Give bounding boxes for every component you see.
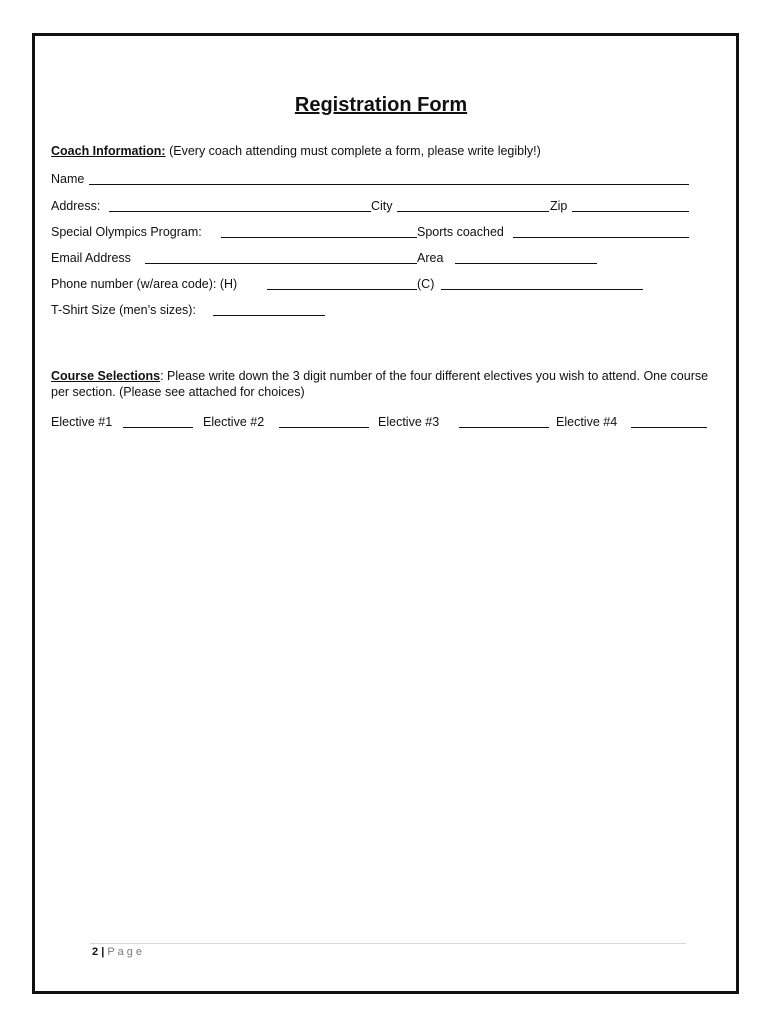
city-label: City [371,199,393,213]
coach-info-heading: Coach Information: [51,144,166,158]
program-field[interactable] [221,237,417,238]
phone-home-label: Phone number (w/area code): (H) [51,277,238,291]
elective-1-label: Elective #1 [51,415,113,429]
form-title: Registration Form [294,94,468,116]
name-row [51,170,711,188]
area-field[interactable] [455,263,597,264]
email-label: Email Address [51,251,131,265]
sports-label: Sports coached [417,225,504,239]
footer-divider [90,943,686,944]
elective-3-field[interactable] [459,427,549,428]
elective-3-label: Elective #3 [378,415,440,429]
course-selections-instructions: : Please write down the 3 digit number of the four different electives you wish to attend. One course per section. (Please see attached for choices) [51,369,709,399]
email-row [51,249,711,267]
zip-label: Zip [550,199,568,213]
footer-separator: | [101,946,105,958]
page-word: Page [107,946,146,958]
document-page [32,33,739,994]
tshirt-field[interactable] [213,315,325,316]
program-label: Special Olympics Program: [51,225,202,239]
tshirt-row [51,301,711,319]
program-row [51,223,711,241]
address-field[interactable] [109,211,371,212]
name-field[interactable] [89,184,689,185]
elective-2-label: Elective #2 [203,415,265,429]
elective-1-field[interactable] [123,427,193,428]
elective-4-label: Elective #4 [556,415,618,429]
course-selections-intro [51,368,711,400]
page-number: 2 [92,946,99,958]
course-selections-heading: Course Selections [51,369,161,383]
address-row [51,197,711,215]
tshirt-label: T-Shirt Size (men’s sizes): [51,303,196,317]
coach-info-intro [51,144,541,158]
area-label: Area [417,251,444,265]
phone-cell-label: (C) [417,277,435,291]
name-label: Name [51,172,85,186]
elective-2-field[interactable] [279,427,369,428]
address-label: Address: [51,199,101,213]
zip-field[interactable] [572,211,689,212]
phone-cell-field[interactable] [441,289,643,290]
electives-row [51,413,711,431]
phone-row [51,275,711,293]
phone-home-field[interactable] [267,289,417,290]
email-field[interactable] [145,263,417,264]
coach-info-instructions: (Every coach attending must complete a form, please write legibly!) [169,144,541,158]
city-field[interactable] [397,211,549,212]
page-footer [92,946,145,958]
sports-field[interactable] [513,237,689,238]
elective-4-field[interactable] [631,427,707,428]
